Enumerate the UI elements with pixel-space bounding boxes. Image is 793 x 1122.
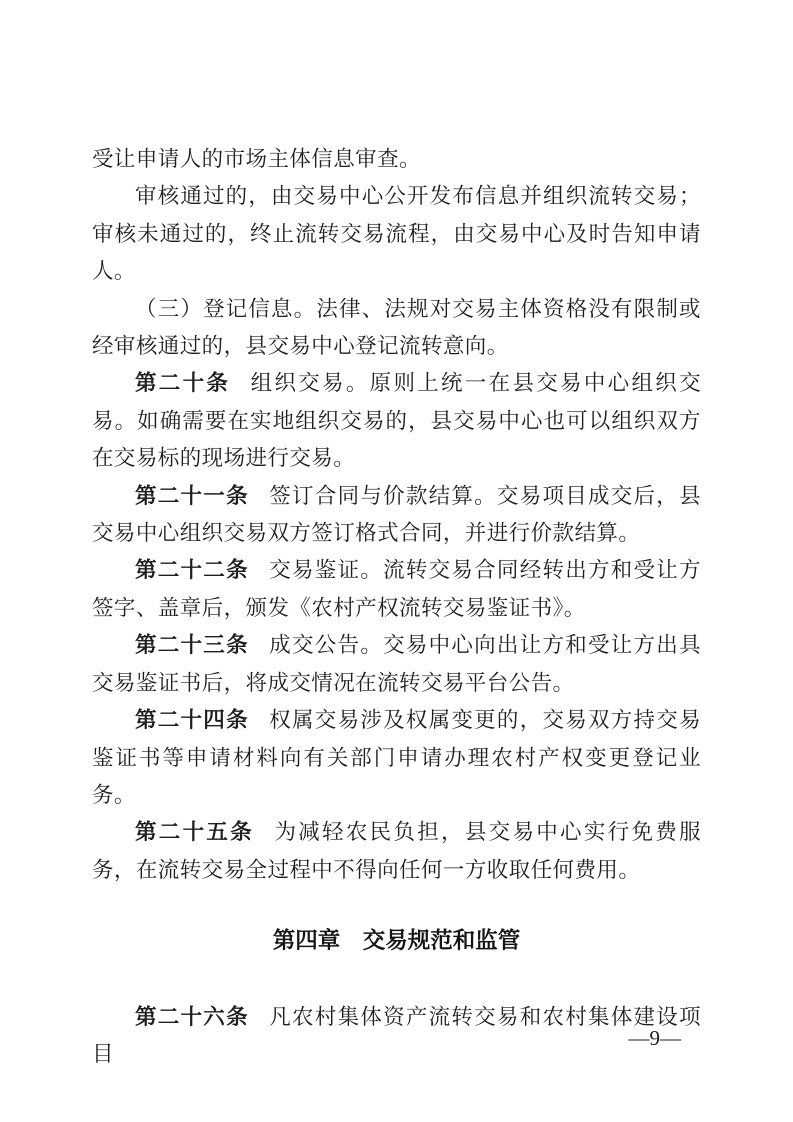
paragraph [92,291,701,366]
article-label: 第二十六条 [135,1004,249,1029]
article-label: 第二十条 [135,371,231,396]
paragraph-text: 审核通过的，由交易中心公开发布信息并组织流转交易；审核未通过的，终止流转交易流程，由交易中心及时告知申请人。 [92,184,701,284]
paragraph-article-20 [92,365,701,477]
paragraph-text: 受让申请人的市场主体信息审查。 [92,147,421,171]
article-label: 第二十四条 [135,708,249,733]
article-label: 第二十二条 [135,558,249,583]
paragraph [92,178,701,290]
page-number: —9— [628,1026,681,1050]
article-label: 第二十五条 [135,820,255,845]
paragraph-text: 交易鉴证。流转交易合同经转出方和受让方签字、盖章后，颁发《农村产权流转交易鉴证书》。 [92,558,702,620]
document-body [92,141,701,1073]
paragraph-article-21 [92,478,701,553]
paragraph-article-25 [92,814,701,889]
article-label: 第二十一条 [135,483,249,508]
paragraph-text: 凡农村集体资产流转交易和农村集体建设项目 [92,1004,702,1066]
paragraph-article-22 [92,552,701,627]
paragraph-text: （三）登记信息。法律、法规对交易主体资格没有限制或经审核通过的，县交易中心登记流转意向。 [92,296,701,359]
paragraph-article-24 [92,702,701,814]
paragraph-text: 成交公告。交易中心向出让方和受让方出具交易鉴证书后，将成交情况在流转交易平台公告。 [92,633,702,695]
paragraph-text: 权属交易涉及权属变更的，交易双方持交易鉴证书等申请材料向有关部门申请办理农村产权变更登记业务。 [92,708,702,807]
chapter-heading: 第四章 交易规范和监管 [272,928,521,954]
paragraph-article-26 [92,999,701,1074]
paragraph-text: 签订合同与价款结算。交易项目成交后，县交易中心组织交易双方签订格式合同，并进行价款结算。 [92,483,702,546]
paragraph-continuation [92,141,701,178]
paragraph-text: 为减轻农民负担，县交易中心实行免费服务，在流转交易全过程中不得向任何一方收取任何费用。 [92,820,701,882]
article-label: 第二十三条 [135,633,249,658]
paragraph-text: 组织交易。原则上统一在县交易中心组织交易。如确需要在实地组织交易的，县交易中心也可以组织双方在交易标的现场进行交易。 [92,371,701,471]
paragraph-article-23 [92,627,701,702]
